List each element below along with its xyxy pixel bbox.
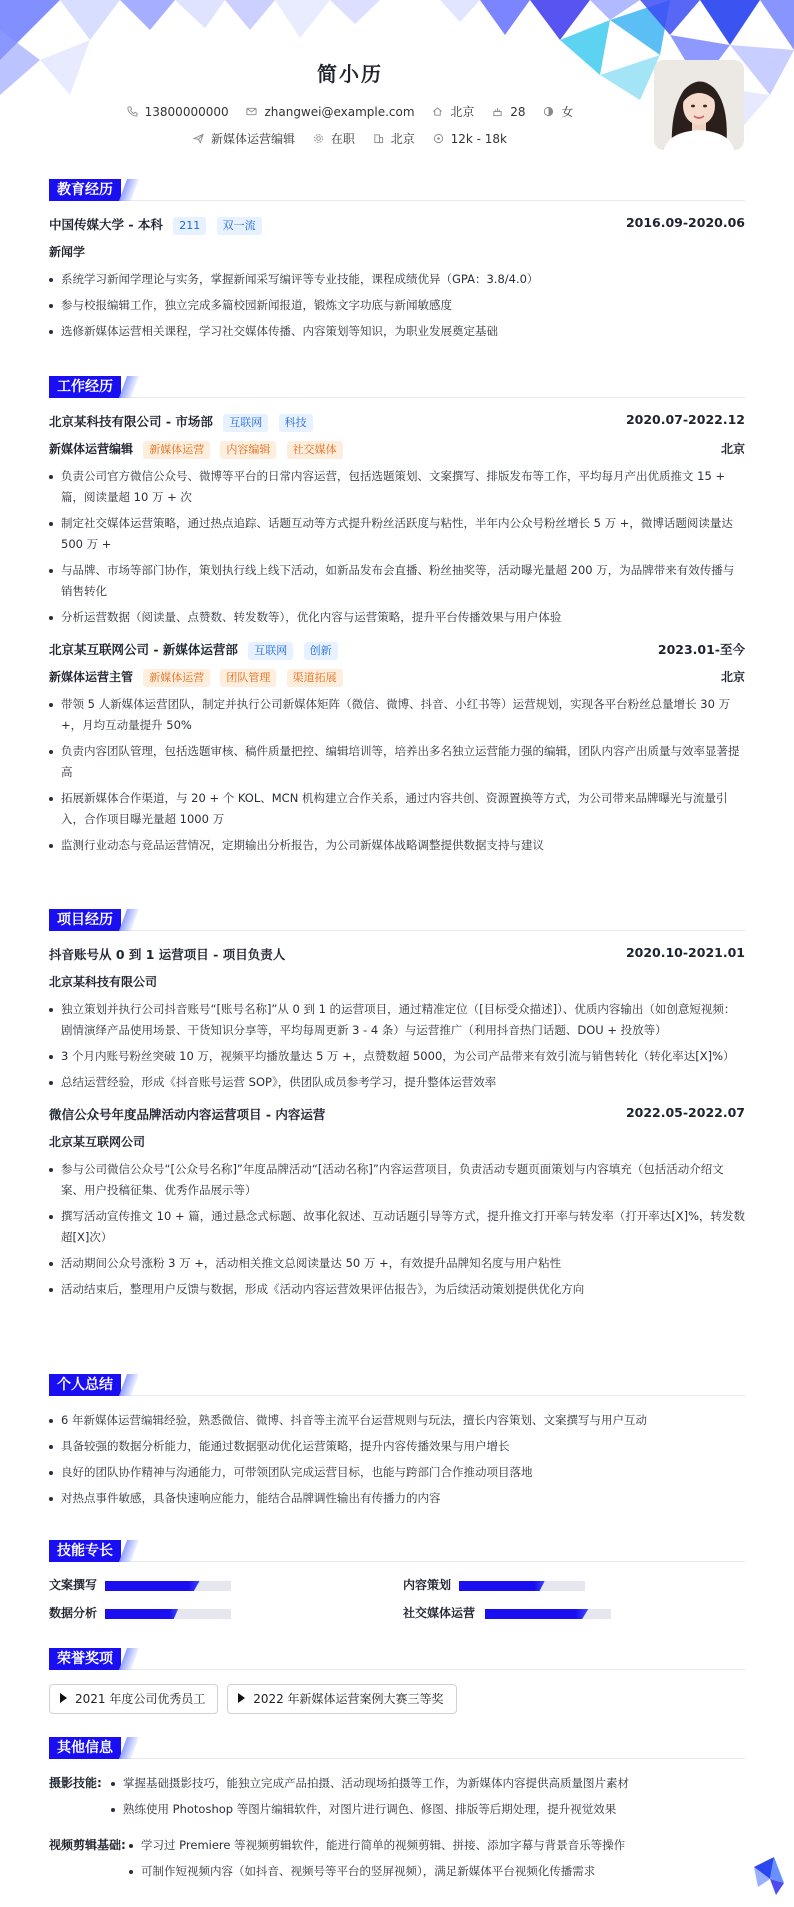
project-entry [49, 1105, 745, 1300]
role-row [49, 668, 745, 688]
list-item: 熟练使用 Photoshop 等图片编辑软件，对图片进行调色、修图、排版等后期处理，提升视觉效果 [111, 1799, 745, 1820]
school-tag: 双一流 [217, 217, 262, 235]
project-org-row [49, 973, 745, 993]
skill-item [403, 1604, 743, 1624]
work-city: 北京 [720, 670, 745, 684]
home-icon [432, 106, 443, 117]
section-title: 技能专长 [49, 1540, 121, 1562]
work-entry [49, 412, 745, 628]
skill-bar-fill [485, 1609, 588, 1619]
list-item: 负责内容团队管理，包括选题审核、稿件质量把控、编辑培训等，培养出多名独立运营能力强的编辑，团队内容产出质量与效率显著提高 [49, 741, 745, 783]
project-org: 北京某互联网公司 [49, 1135, 146, 1149]
list-item: 独立策划并执行公司抖音账号“[账号名称]”从 0 到 1 的运营项目，通过精准定位（[目标受众描述]）、优质内容输出（如创意短视频：剧情演绎产品使用场景、干货知识分享等，平均每周更新 3 - 4 条）与运营推广（利用抖音热门话题、DOU + 投放等） [49, 999, 745, 1041]
work-entry [49, 640, 745, 856]
work-entry-head [49, 640, 745, 660]
list-item: 分析运营数据（阅读量、点赞数、转发数等），优化内容与运营策略，提升平台传播效果与用户体验 [49, 607, 745, 628]
role-tag: 团队管理 [220, 669, 276, 687]
other-label: 视频剪辑基础: [49, 1838, 126, 1852]
email-text: zhangwei@example.com [264, 105, 415, 119]
role-tag: 新媒体运营 [143, 441, 210, 459]
list-item: 对热点事件敏感，具备快速响应能力，能结合品牌调性输出有传播力的内容 [49, 1488, 745, 1509]
project-bullets [49, 1159, 745, 1300]
project-title: 抖音账号从 0 到 1 运营项目 - 项目负责人 [49, 947, 286, 962]
company-name: 北京某科技有限公司 - 市场部 [49, 414, 213, 429]
list-item: 参与校报编辑工作，独立完成多篇校园新闻报道，锻炼文字功底与新闻敏感度 [49, 295, 745, 316]
section-title: 个人总结 [49, 1374, 121, 1396]
salary-text: 12k - 18k [450, 132, 507, 146]
skill-item [49, 1604, 389, 1624]
other-bullets [111, 1773, 745, 1825]
list-item: 活动结束后，整理用户反馈与数据，形成《活动内容运营效果评估报告》，为后续活动策划提供优化方向 [49, 1279, 745, 1300]
list-item: 带领 5 人新媒体运营团队，制定并执行公司新媒体矩阵（微信、微博、抖音、小红书等）运营规划，实现各平台粉丝总量增长 30 万 +，月均互动量提升 50% [49, 694, 745, 736]
awards-list [49, 1684, 745, 1720]
skill-item [403, 1576, 743, 1596]
award-label: 2021 年度公司优秀员工 [75, 1692, 206, 1706]
list-item: 6 年新媒体运营编辑经验，熟悉微信、微博、抖音等主流平台运营规则与玩法，擅长内容策划、文案撰写与用户互动 [49, 1410, 745, 1431]
cake-icon [492, 106, 503, 117]
education-bullets [49, 269, 745, 342]
section-title-accent [119, 179, 139, 201]
work-bullets [49, 466, 745, 628]
role-tag: 渠道拓展 [287, 669, 343, 687]
list-item: 可制作短视频内容（如抖音、视频号等平台的竖屏视频），满足新媒体平台视频化传播需求 [129, 1861, 745, 1882]
skill-bar-fill [459, 1581, 545, 1591]
play-icon [60, 1693, 67, 1703]
other-row [49, 1773, 745, 1825]
project-bullets [49, 999, 745, 1093]
skill-bar [105, 1609, 231, 1619]
major-name: 新闻学 [49, 245, 86, 259]
skill-name: 内容策划 [403, 1578, 452, 1592]
gear-icon [313, 133, 324, 144]
contact-row [0, 103, 700, 120]
summary-bullets [49, 1410, 745, 1509]
salary-info [433, 132, 507, 146]
skill-bar [485, 1609, 611, 1619]
project-org-row [49, 1133, 745, 1153]
school-name: 中国传媒大学 - 本科 [49, 217, 163, 232]
award-chip [49, 1684, 218, 1714]
section-header [49, 1737, 745, 1759]
skill-bar [459, 1581, 585, 1591]
section-title-accent [119, 1648, 139, 1670]
section-title: 项目经历 [49, 909, 121, 931]
gender-info [543, 103, 573, 120]
section-title: 工作经历 [49, 376, 121, 398]
building-icon [373, 133, 384, 144]
job-target-info [193, 130, 295, 147]
list-item: 学习过 Premiere 等视频剪辑软件，能进行简单的视频剪辑、拼接、添加字幕与背景音乐等操作 [129, 1835, 745, 1856]
project-period: 2022.05-2022.07 [625, 1105, 745, 1120]
project-period: 2020.10-2021.01 [625, 945, 745, 960]
list-item: 选修新媒体运营相关课程，学习社交媒体传播、内容策划等知识，为职业发展奠定基础 [49, 321, 745, 342]
section-header [49, 1648, 745, 1670]
gender-icon [543, 106, 554, 117]
city-info [373, 130, 415, 147]
gender-text: 女 [561, 105, 574, 119]
role-name: 新媒体运营编辑 [49, 442, 134, 456]
email-info [246, 105, 414, 119]
skills-section [49, 1540, 745, 1640]
work-city: 北京 [720, 442, 745, 456]
status-info [313, 130, 355, 147]
skill-bar [105, 1581, 231, 1591]
coin-icon [433, 133, 444, 144]
skill-name: 文案撰写 [49, 1578, 98, 1592]
play-icon [238, 1693, 245, 1703]
role-name: 新媒体运营主管 [49, 670, 134, 684]
list-item: 掌握基础摄影技巧，能独立完成产品拍摄、活动现场拍摄等工作，为新媒体内容提供高质量图片素材 [111, 1773, 745, 1794]
project-org: 北京某科技有限公司 [49, 975, 158, 989]
job-target-text: 新媒体运营编辑 [211, 132, 296, 146]
section-title-accent [119, 1374, 139, 1396]
skill-bar-fill [105, 1581, 200, 1591]
skill-name: 社交媒体运营 [403, 1606, 476, 1620]
mail-icon [246, 106, 257, 117]
major-row [49, 243, 745, 263]
location-info [432, 103, 474, 120]
phone-icon [127, 106, 138, 117]
role-tag: 新媒体运营 [143, 669, 210, 687]
award-label: 2022 年新媒体运营案例大赛三等奖 [253, 1692, 444, 1706]
work-period: 2023.01-至今 [657, 642, 745, 657]
role-tag: 社交媒体 [287, 441, 343, 459]
other-label: 摄影技能: [49, 1776, 102, 1790]
summary-section [49, 1374, 745, 1514]
phone-text: 13800000000 [144, 105, 229, 119]
list-item: 活动期间公众号涨粉 3 万 +，活动相关推文总阅读量达 50 万 +，有效提升品牌知名度与用户粘性 [49, 1253, 745, 1274]
section-title-accent [119, 909, 139, 931]
role-tag: 内容编辑 [220, 441, 276, 459]
location-text: 北京 [450, 105, 475, 119]
project-entry [49, 945, 745, 1093]
resume-header [0, 0, 794, 175]
list-item: 制定社交媒体运营策略，通过热点追踪、话题互动等方式提升粉丝活跃度与粘性，半年内公众号粉丝增长 5 万 +，微博话题阅读量达 500 万 + [49, 513, 745, 555]
work-bullets [49, 694, 745, 856]
project-section [49, 909, 745, 1305]
company-tag: 互联网 [248, 642, 293, 660]
skills-grid [49, 1576, 745, 1640]
city-text: 北京 [390, 132, 415, 146]
section-title-accent [119, 376, 139, 398]
work-section [49, 376, 745, 861]
awards-section [49, 1648, 745, 1720]
other-bullets [129, 1835, 745, 1887]
job-intent-row [0, 130, 700, 147]
company-tag: 科技 [279, 414, 313, 432]
send-icon [193, 133, 204, 144]
age-info [492, 105, 525, 119]
list-item: 与品牌、市场等部门协作，策划执行线上线下活动，如新品发布会直播、粉丝抽奖等，活动曝光量超 200 万，为品牌带来有效传播与销售转化 [49, 560, 745, 602]
section-title: 教育经历 [49, 179, 121, 201]
education-entry-head [49, 215, 745, 235]
work-period: 2020.07-2022.12 [625, 412, 745, 427]
list-item: 监测行业动态与竞品运营情况，定期输出分析报告，为公司新媒体战略调整提供数据支持与建议 [49, 835, 745, 856]
other-section [49, 1737, 745, 1887]
project-title: 微信公众号年度品牌活动内容运营项目 - 内容运营 [49, 1107, 326, 1122]
company-tag: 创新 [304, 642, 338, 660]
list-item: 总结运营经验，形成《抖音账号运营 SOP》，供团队成员参考学习，提升整体运营效率 [49, 1072, 745, 1093]
school-tag: 211 [173, 217, 206, 235]
section-title: 荣誉奖项 [49, 1648, 121, 1670]
skill-name: 数据分析 [49, 1606, 98, 1620]
list-item: 具备较强的数据分析能力，能通过数据驱动优化运营策略，提升内容传播效果与用户增长 [49, 1436, 745, 1457]
education-section [49, 179, 745, 347]
work-entry-head [49, 412, 745, 432]
corner-decoration [750, 1853, 786, 1897]
list-item: 系统学习新闻学理论与实务，掌握新闻采写编评等专业技能，课程成绩优异（GPA：3.8/4.0） [49, 269, 745, 290]
section-header [49, 376, 745, 398]
company-name: 北京某互联网公司 - 新媒体运营部 [49, 642, 238, 657]
list-item: 拓展新媒体合作渠道，与 20 + 个 KOL、MCN 机构建立合作关系，通过内容共创、资源置换等方式，为公司带来品牌曝光与流量引入，合作项目曝光量超 1000 万 [49, 788, 745, 830]
section-title-accent [119, 1737, 139, 1759]
project-entry-head [49, 945, 745, 965]
project-entry-head [49, 1105, 745, 1125]
profile-photo [654, 60, 744, 150]
other-row [49, 1835, 745, 1887]
age-text: 28 [510, 105, 526, 119]
candidate-name: 简小历 [317, 62, 383, 86]
list-item: 3 个月内账号粉丝突破 10 万，视频平均播放量达 5 万 +，点赞数超 5000，为公司产品带来有效引流与销售转化（转化率达[X]%） [49, 1046, 745, 1067]
skill-bar-fill [105, 1609, 178, 1619]
list-item: 良好的团队协作精神与沟通能力，可带领团队完成运营目标，也能与跨部门合作推动项目落地 [49, 1462, 745, 1483]
list-item: 负责公司官方微信公众号、微博等平台的日常内容运营，包括选题策划、文案撰写、排版发布等工作，平均每月产出优质推文 15 + 篇，阅读量超 10 万 + 次 [49, 466, 745, 508]
section-header [49, 1540, 745, 1562]
section-header [49, 909, 745, 931]
phone-info [127, 105, 229, 119]
section-title-accent [119, 1540, 139, 1562]
list-item: 撰写活动宣传推文 10 + 篇，通过悬念式标题、故事化叙述、互动话题引导等方式，提升推文打开率与转发率（打开率达[X]%，转发数超[X]次） [49, 1206, 745, 1248]
skill-item [49, 1576, 389, 1596]
company-tag: 互联网 [223, 414, 268, 432]
award-chip [227, 1684, 456, 1714]
section-header [49, 1374, 745, 1396]
section-title: 其他信息 [49, 1737, 121, 1759]
status-text: 在职 [330, 132, 355, 146]
section-header [49, 179, 745, 201]
role-row [49, 440, 745, 460]
list-item: 参与公司微信公众号“[公众号名称]”年度品牌活动“[活动名称]”内容运营项目，负责活动专题页面策划与内容填充（包括活动介绍文案、用户投稿征集、优秀作品展示等） [49, 1159, 745, 1201]
education-period: 2016.09-2020.06 [625, 215, 745, 230]
